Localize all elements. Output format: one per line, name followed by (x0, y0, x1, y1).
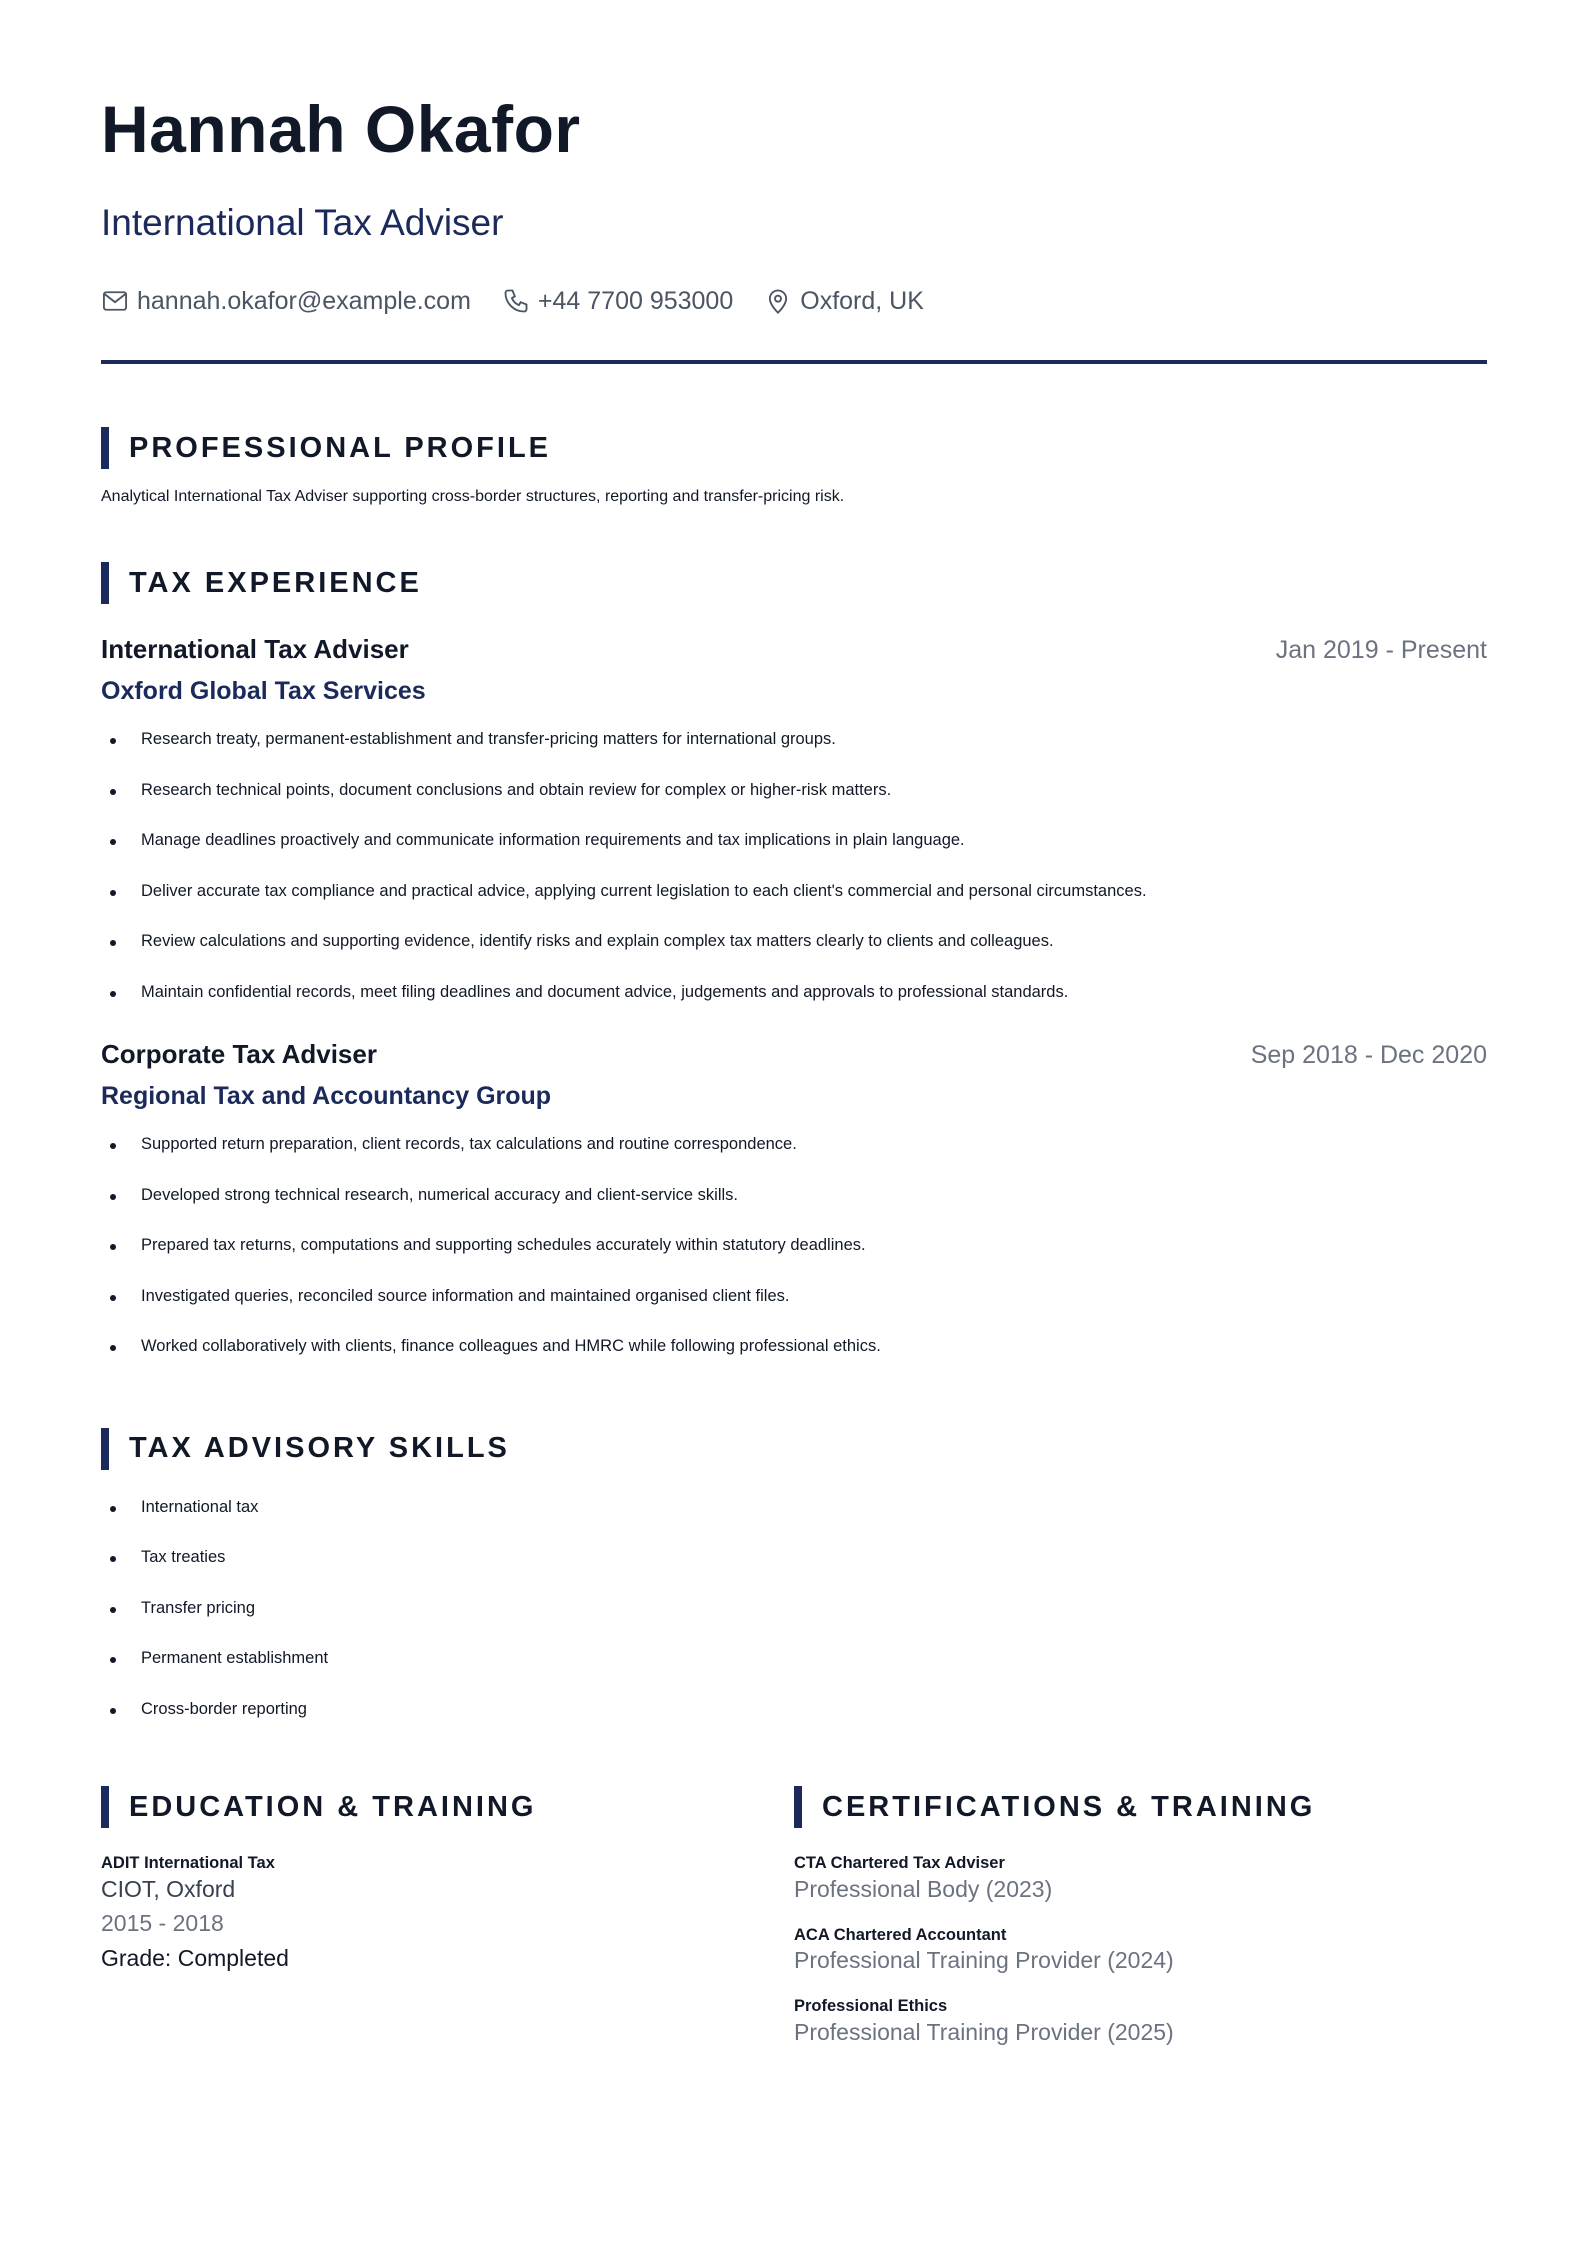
skills-section-heading (101, 1428, 1487, 1470)
list-item: Research technical points, document conclusions and obtain review for complex or higher-risk matters. (101, 781, 1487, 832)
email-text: hannah.okafor@example.com (137, 286, 471, 315)
section-title: TAX EXPERIENCE (129, 566, 422, 599)
certification-detail: Professional Body (2023) (794, 1875, 1053, 1902)
contact-email[interactable] (101, 287, 471, 315)
list-item: Developed strong technical research, numerical accuracy and client-service skills. (101, 1186, 1487, 1237)
list-item: Maintain confidential records, meet filing deadlines and document advice, judgements and approvals to professional standards. (101, 983, 1487, 1034)
location-text: Oxford, UK (800, 286, 924, 315)
job-title: International Tax Adviser (101, 634, 409, 665)
mail-icon (101, 287, 129, 315)
list-item: Review calculations and supporting evidence, identify risks and explain complex tax matters clearly to clients and colleagues. (101, 932, 1487, 983)
certification-detail: Professional Training Provider (2025) (794, 2018, 1174, 2045)
section-accent-bar (101, 562, 109, 604)
job-dates: Sep 2018 - Dec 2020 (1250, 1041, 1487, 1070)
education-certifications-row (101, 1786, 1487, 2068)
certification-title: Professional Ethics (794, 1996, 948, 2015)
contact-phone[interactable] (502, 287, 733, 315)
list-item: Research treaty, permanent-establishment and transfer-pricing matters for international groups. (101, 730, 1487, 781)
list-item: Deliver accurate tax compliance and practical advice, applying current legislation to each client's commercial and personal circumstances. (101, 882, 1487, 933)
certifications-list (794, 1854, 1487, 2046)
list-item: Prepared tax returns, computations and supporting schedules accurately within statutory deadlines. (101, 1236, 1487, 1287)
job-entry (101, 1041, 1487, 1388)
job-company: Regional Tax and Accountancy Group (101, 1082, 552, 1111)
profile-summary: Analytical International Tax Adviser supporting cross-border structures, reporting and transfer-pricing risk. (101, 488, 845, 505)
list-item: Worked collaboratively with clients, finance colleagues and HMRC while following professional ethics. (101, 1337, 1487, 1388)
job-dates: Jan 2019 - Present (1275, 636, 1487, 665)
section-title: EDUCATION & TRAINING (129, 1790, 537, 1823)
education-title: ADIT International Tax (101, 1854, 275, 1873)
job-entry (101, 636, 1487, 1033)
section-accent-bar (101, 1428, 109, 1470)
skill-item: International tax (101, 1498, 1487, 1549)
education-section-heading (101, 1786, 794, 1828)
skills-list (101, 1498, 1487, 1751)
certification-item (794, 1997, 1487, 2046)
job-title: Corporate Tax Adviser (101, 1039, 377, 1070)
map-pin-icon (764, 287, 792, 315)
job-header (101, 636, 1487, 663)
list-item: Supported return preparation, client records, tax calculations and routine correspondence. (101, 1135, 1487, 1186)
certification-item (794, 1854, 1487, 1903)
certification-title: ACA Chartered Accountant (794, 1925, 1007, 1944)
skill-item: Tax treaties (101, 1548, 1487, 1599)
certification-title: CTA Chartered Tax Adviser (794, 1854, 1005, 1873)
education-grade: Grade: Completed (101, 1945, 289, 1972)
education-column (101, 1786, 794, 2068)
candidate-name: Hannah Okafor (101, 92, 581, 166)
experience-section-heading (101, 562, 1487, 604)
certifications-section-heading (794, 1786, 1487, 1828)
skill-item: Cross-border reporting (101, 1700, 1487, 1751)
education-years: 2015 - 2018 (101, 1909, 224, 1936)
job-company: Oxford Global Tax Services (101, 677, 426, 706)
section-accent-bar (794, 1786, 802, 1828)
certification-item (794, 1926, 1487, 1975)
certifications-column (794, 1786, 1487, 2068)
candidate-role: International Tax Adviser (101, 202, 504, 243)
profile-section-heading (101, 427, 1487, 469)
job-header (101, 1041, 1487, 1068)
phone-icon (502, 287, 530, 315)
contact-location (764, 287, 924, 315)
section-title: CERTIFICATIONS & TRAINING (822, 1790, 1316, 1823)
certification-detail: Professional Training Provider (2024) (794, 1947, 1174, 1974)
phone-text: +44 7700 953000 (537, 286, 734, 315)
section-accent-bar (101, 427, 109, 469)
education-institution: CIOT, Oxford (101, 1875, 236, 1902)
section-accent-bar (101, 1786, 109, 1828)
list-item: Investigated queries, reconciled source information and maintained organised client files. (101, 1287, 1487, 1338)
skill-item: Permanent establishment (101, 1649, 1487, 1700)
section-title: PROFESSIONAL PROFILE (129, 431, 552, 464)
job-bullets (101, 730, 1487, 1033)
section-title: TAX ADVISORY SKILLS (129, 1432, 510, 1465)
education-entry (101, 1854, 794, 1973)
job-bullets (101, 1135, 1487, 1388)
contact-row (101, 287, 1487, 315)
header-divider (101, 360, 1487, 364)
skill-item: Transfer pricing (101, 1599, 1487, 1650)
list-item: Manage deadlines proactively and communicate information requirements and tax implications in plain language. (101, 831, 1487, 882)
